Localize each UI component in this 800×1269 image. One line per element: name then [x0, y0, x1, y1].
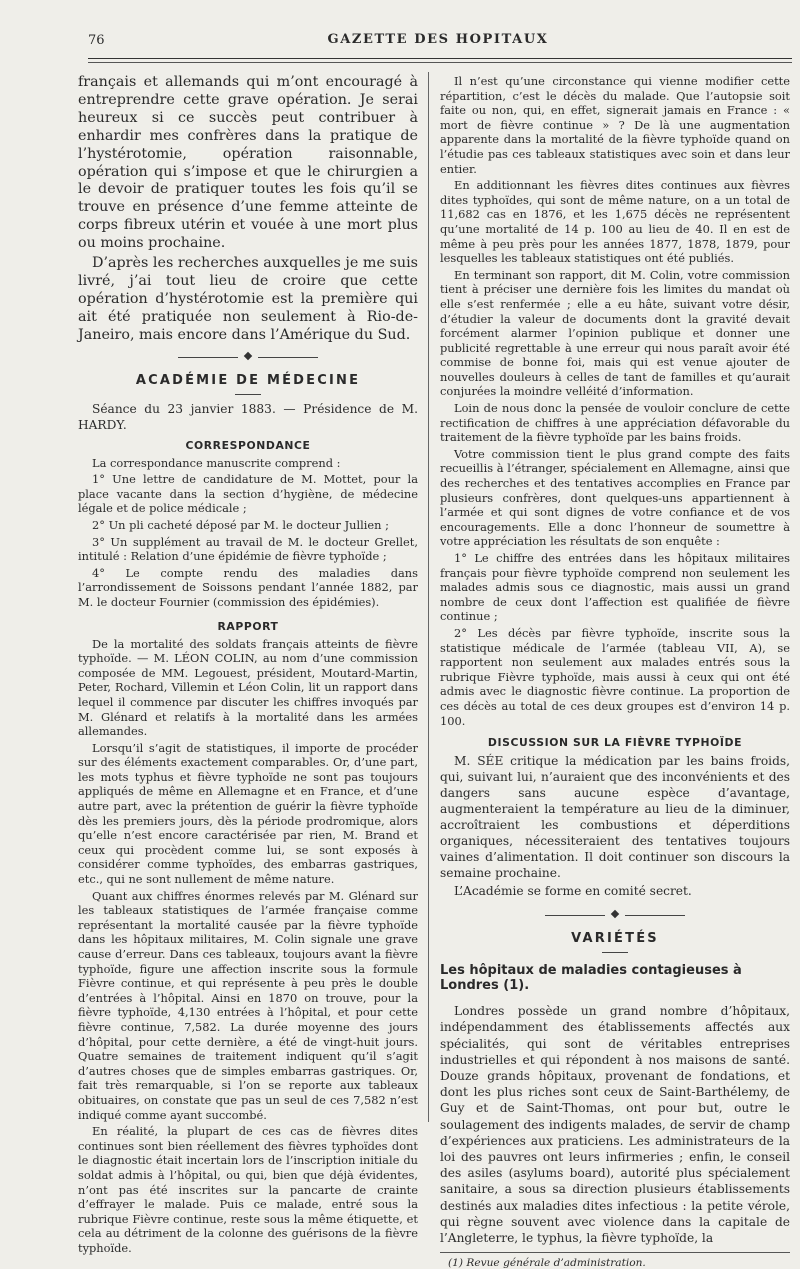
rapport-paragraph: 1° Le chiffre des entrées dans les hôpitaux militaires français pour fièvre typhoïde comprend non seulement les malades admis sous ce diagnostic, mais aussi un grand nombre de ceux dont l’affection est qualifiée de fièvre continue ; — [440, 551, 790, 624]
correspondance-item: 1° Une lettre de candidature de M. Mottet, pour la place vacante dans la section d’hygiène, de médecine légale et de police médicale ; — [78, 472, 418, 516]
rapport-paragraph: De la mortalité des soldats français atteints de fièvre typhoïde. — M. LÉON COLIN, au nom d’une commission composée de MM. Legouest, président, Moutard-Martin, Peter, Rochard, Villemin et Léon Colin, lit un rapport dans lequel il commence par discuter les chiffres invoqués par M. Glénard et relatifs à la mortalité dans les armées allemandes. — [78, 636, 418, 739]
article-title: Les hôpitaux de maladies contagieuses à Londres (1). — [440, 963, 742, 994]
header-rule-thin — [88, 62, 792, 63]
correspondance-item: La correspondance manuscrite comprend : — [92, 455, 341, 470]
rapport-paragraph: 2° Les décès par fièvre typhoïde, inscrite sous la statistique médicale de l’armée (tableau VII, A), se rapportent non seulement aux malades entrés sous la rubrique Fièvre typhoïde, mais aussi à ceux qui ont été admis avec le diagnostic fièvre continue. La proportion de ces décès au total de ces deux groupes est d’environ 14 p. 100. — [440, 625, 790, 728]
discussion-paragraph: L’Académie se forme en comité secret. — [454, 884, 692, 899]
title-rule — [602, 952, 628, 953]
page-header — [88, 30, 788, 54]
header-rule — [88, 58, 792, 59]
rapport-paragraph: Loin de nous donc la pensée de vouloir conclure de cette rectification de chiffres à une appréciation défavorable du traitement de la fièvre typhoïde par les bains froids. — [440, 401, 790, 445]
intro-paragraph: D’après les recherches auxquelles je me suis livré, j’ai tout lieu de croire que cette opération d’hystérotomie est la première qui ait été pratiquée non seulement à Rio-de-Janeiro, mais encore dans l’Amérique du Sud. — [78, 255, 418, 343]
subheading-correspondance: CORRESPONDANCE — [185, 438, 311, 452]
section-title-academie: ACADÉMIE DE MÉDECINE — [135, 372, 361, 388]
rapport-paragraph: En réalité, la plupart de ces cas de fièvres dites continues sont bien réellement des fièvres typhoïdes dont le diagnostic était incertain lors de l’inscription initiale du soldat admis à l’hôpital, ou qui, bien que déjà évidentes, n’ont pas été inscrites sur la pancarte de crainte d’effrayer le malade. Puis ce malade, entré sous la rubrique Fièvre continue, reste sous la même étiquette, et cela au détriment de la colonne des guérisons de la fièvre typhoïde. — [78, 1124, 418, 1255]
page-number: 76 — [88, 33, 105, 48]
right-column — [440, 74, 790, 1269]
running-title: GAZETTE DES HOPITAUX — [327, 32, 549, 47]
discussion-paragraph: M. SÉE critique la médication par les bains froids, qui, suivant lui, n’auraient que des inconvénients et des dangers sans aucune espèce d’avantage, augmenteraient la température au lieu de la diminuer, accroîtraient les combustions et déperditions organiques, nécessiteraient des tentatives toujours vaines d’alimentation. Il doit continuer son discours la semaine prochaine. — [440, 754, 790, 881]
rapport-paragraph: En additionnant les fièvres dites continues aux fièvres dites typhoïdes, qui sont de même nature, on a un total de 11,682 cas en 1876, et les 1,675 décès ne représentent qu’une mortalité de 14 p. 100 au lieu de 40. Il en est de même à peu près pour les années 1877, 1878, 1879, pour lesquelles les tableaux statistiques ont été publiés. — [440, 178, 790, 266]
rapport-paragraph: Votre commission tient le plus grand compte des faits recueillis à l’étranger, spécialement en Allemagne, ainsi que des recherches et des tentatives accomplies en France par plusieurs confrères, dont quelques-uns appartiennent à l’armée et qui sont dignes de votre confiance et de vos encouragements. Elle a donc l’honneur de soumettre à votre appréciation les résultats de son enquête : — [440, 446, 790, 549]
left-column — [78, 74, 418, 1257]
correspondance-item: 2° Un pli cacheté déposé par M. le docteur Jullien ; — [92, 517, 389, 532]
subheading-discussion: DISCUSSION SUR LA FIÈVRE TYPHOÏDE — [487, 736, 743, 750]
rapport-paragraph: Il n’est qu’une circonstance qui vienne modifier cette répartition, c’est le décès du malade. Que l’autopsie soit faite ou non, qui, en effet, signerait jamais en France : « mort de fièvre continue » ? De là une augmentation apparente dans la mortalité de la fièvre typhoïde quand on l’étudie pas ces tableaux statistiques avec soin et dans leur entier. — [440, 74, 790, 176]
correspondance-item: 4° Le compte rendu des maladies dans l’arrondissement de Soissons pendant l’année 1882, par M. le docteur Fournier (commission des épidémies). — [78, 565, 418, 609]
ornament-divider — [440, 909, 790, 921]
footnote: (1) Revue générale d’administration. — [448, 1257, 646, 1269]
rapport-paragraph: En terminant son rapport, dit M. Colin, votre commission tient à préciser une dernière fois les limites du mandat où elle s’est renfermée ; elle a eu hâte, suivant votre désir, d’étudier la valeur de documents dont la gravité devait forcément alarmer l’opinion publique et donner une publicité regrettable à une erreur qui nous paraît avoir été commise de bonne foi, mais qui est venue ajouter de nouvelles douleurs à celles de tant de familles et qu’aurait conjurées la moindre velléité d’information. — [440, 267, 790, 399]
subheading-rapport: RAPPORT — [217, 619, 279, 633]
footnote-rule — [440, 1252, 790, 1253]
section-title-varietes: VARIÉTÉS — [571, 931, 659, 947]
title-rule — [235, 394, 261, 395]
article-paragraph: Londres possède un grand nombre d’hôpitaux, indépendamment des établissements affectés aux spécialités, qui sont de véritables entreprises industrielles et qui répondent à nos maisons de santé. Douze grands hôpitaux, provenant de fondations, et dont les plus riches sont ceux de Saint-Barthélemy, de Guy et de Saint-Thomas, ont pour but, outre le soulagement des indigents malades, de servir de champ d’expériences aux praticiens. Les administrateurs de la loi des pauvres ont leurs infirmeries ; enfin, le conseil des asiles (asylums board), autorité plus spécialement sanitaire, a sous sa direction plusieurs établissements destinés aux maladies dites infectious : la petite vérole, qui règne souvent avec violence dans la capitale de l’Angleterre, le typhus, la fièvre typhoïde, la — [440, 1004, 790, 1245]
seance-line: Séance du 23 janvier 1883. — Présidence de M. HARDY. — [78, 401, 418, 432]
correspondance-item: 3° Un supplément au travail de M. le docteur Grellet, intitulé : Relation d’une épidémie de fièvre typhoïde ; — [78, 534, 418, 564]
rapport-paragraph: Quant aux chiffres énormes relevés par M. Glénard sur les tableaux statistiques de l’armée française comme représentant la mortalité causée par la fièvre typhoïde dans les hôpitaux militaires, M. Colin signale une grave cause d’erreur. Dans ces tableaux, toujours avant la fièvre typhoïde, figure une affection inscrite sous la formule Fièvre continue, et qui représente à peu près le double d’entrées à l’hôpital. Ainsi en 1870 on trouve, pour la fièvre typhoïde, 4,130 entrées à l’hôpital, et pour cette fièvre continue, 7,582. La durée moyenne des jours d’hôpital, pour cette dernière, a été de vingt-huit jours. Quatre semaines de traitement indiquent qu’il s’agit d’autres choses que de simples embarras gastriques. Or, fait très remarquable, si l’on se reporte aux tableaux obituaires, on constate que pas un seul de ces 7,582 n’est indiqué comme ayant succombé. — [78, 888, 418, 1122]
ornament-divider — [78, 351, 418, 363]
rapport-paragraph: Lorsqu’il s’agit de statistiques, il importe de procéder sur des éléments exactement comparables. Or, d’une part, les mots typhus et fièvre typhoïde ne sont pas toujours appliqués de même en Allemagne et en France, et d’une autre part, avec la prétention de guérir la fièvre typhoïde dès les premiers jours, dès la période prodromique, alors qu’elle n’est encore caractérisée par rien, M. Brand et ceux qui procèdent comme lui, se sont exposés à considérer comme typhoïdes, des embarras gastriques, etc., qui ne sont nullement de même nature. — [78, 740, 418, 887]
intro-paragraph: français et allemands qui m’ont encouragé à entreprendre cette grave opération. Je serai heureux si ce succès peut contribuer à enhardir mes confrères dans la pratique de l’hystérotomie, opération raisonnable, opération qui s’impose et que le chirurgien a le devoir de pratiquer toutes les fois qu’il se trouve en présence d’une femme atteinte de corps fibreux utérin et vouée à une mort plus ou moins prochaine. — [78, 74, 418, 252]
column-divider — [428, 72, 429, 1122]
